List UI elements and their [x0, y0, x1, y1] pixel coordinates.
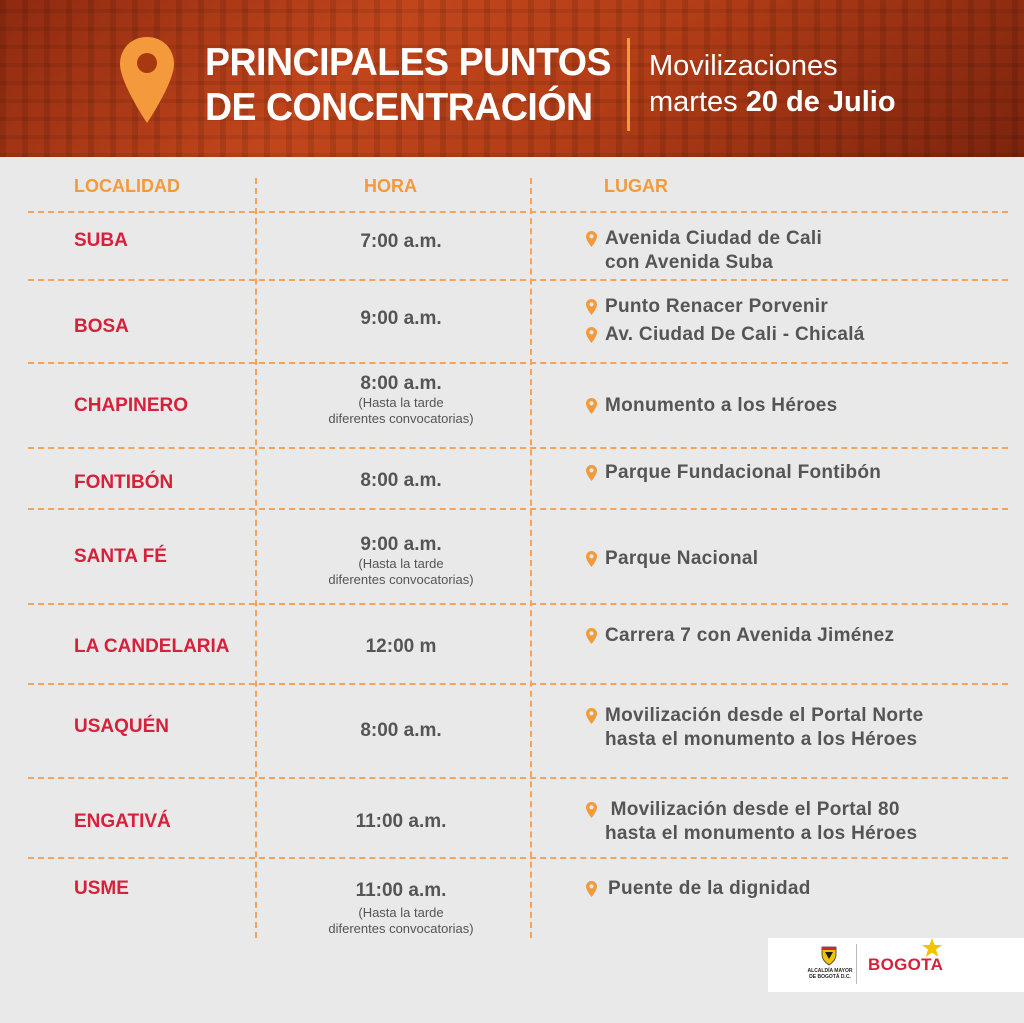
time-cell — [272, 880, 530, 937]
title-line-2: DE CONCENTRACIÓN — [205, 86, 593, 129]
place-item — [586, 295, 865, 319]
place-item — [586, 227, 822, 251]
place-text: Avenida Ciudad de Cali — [605, 228, 823, 249]
location-pin-icon — [586, 551, 597, 567]
star-icon — [921, 938, 943, 958]
place-cell — [586, 227, 822, 275]
location-pin-icon — [586, 465, 597, 481]
column-header-lugar: LUGAR — [604, 176, 668, 196]
title-line-1: PRINCIPALES PUNTOS — [205, 41, 612, 84]
location-pin-icon — [586, 708, 597, 724]
time-cell — [272, 231, 530, 253]
locality-name: BOSA — [74, 316, 129, 337]
locality-name: LA CANDELARIA — [74, 636, 230, 657]
place-text: Puente de la dignidad — [608, 878, 811, 899]
place-text: Movilización desde el Portal Norte — [605, 705, 924, 726]
place-cell — [586, 624, 894, 648]
row-divider — [28, 683, 1008, 685]
location-pin-icon — [586, 299, 597, 315]
time-value: 8:00 a.m. — [360, 720, 442, 741]
place-item — [586, 624, 894, 648]
location-pin-icon — [586, 628, 597, 644]
locality-name: SUBA — [74, 230, 128, 251]
place-cell — [586, 394, 838, 418]
row-divider — [28, 211, 1008, 213]
place-item — [586, 394, 838, 418]
place-item — [586, 547, 758, 571]
column-divider — [530, 178, 532, 938]
column-header-localidad: LOCALIDAD — [74, 176, 180, 196]
place-item — [586, 461, 881, 485]
locality-name: SANTA FÉ — [74, 546, 167, 567]
time-cell — [272, 811, 530, 833]
time-value: 8:00 a.m. — [360, 470, 442, 491]
row-divider — [28, 603, 1008, 605]
subtitle-prefix: martes — [649, 86, 746, 118]
location-pin-icon — [118, 35, 176, 125]
locality-name: CHAPINERO — [74, 395, 189, 416]
column-divider — [255, 178, 257, 938]
place-continuation: con Avenida Suba — [605, 252, 774, 273]
logo-divider — [856, 944, 857, 984]
row-divider — [28, 447, 1008, 449]
place-cell — [586, 461, 881, 485]
locality-name: USME — [74, 878, 129, 899]
place-item — [586, 323, 865, 347]
alcaldia-label — [802, 968, 858, 980]
place-text: Parque Fundacional Fontibón — [605, 462, 882, 483]
row-divider — [28, 777, 1008, 779]
place-text: Parque Nacional — [605, 548, 759, 569]
time-note: diferentes convocatorias) — [328, 411, 474, 426]
location-pin-icon — [586, 327, 597, 343]
locality-name: FONTIBÓN — [74, 472, 174, 493]
place-cell — [586, 295, 865, 347]
time-value: 12:00 m — [365, 636, 437, 657]
subtitle-date: 20 de Julio — [745, 86, 896, 118]
row-divider — [28, 857, 1008, 859]
place-cell — [586, 877, 811, 901]
time-cell — [272, 636, 530, 658]
place-item — [586, 877, 811, 901]
row-divider — [28, 362, 1008, 364]
column-header-hora: HORA — [364, 176, 417, 196]
place-text: Monumento a los Héroes — [605, 395, 838, 416]
time-cell — [272, 470, 530, 492]
place-text: Carrera 7 con Avenida Jiménez — [605, 625, 895, 646]
place-cell — [586, 547, 758, 571]
time-value: 7:00 a.m. — [360, 231, 442, 252]
bogota-logo — [768, 938, 1024, 992]
row-divider — [28, 508, 1008, 510]
place-text: Movilización desde el Portal 80 — [605, 799, 900, 820]
time-cell — [272, 373, 530, 427]
time-value: 11:00 a.m. — [355, 811, 447, 832]
place-text: Av. Ciudad De Cali - Chicalá — [605, 324, 865, 345]
time-note: diferentes convocatorias) — [328, 572, 474, 587]
place-cell — [586, 798, 917, 846]
time-note: (Hasta la tarde — [358, 556, 444, 571]
header-banner — [0, 0, 1024, 157]
bogota-wordmark: BOGOTA — [868, 955, 944, 974]
time-value: 11:00 a.m. — [355, 880, 447, 901]
subtitle — [649, 48, 896, 120]
subtitle-line-1: Movilizaciones — [649, 50, 838, 82]
time-cell — [272, 720, 530, 742]
location-pin-icon — [586, 802, 597, 818]
locality-name: USAQUÉN — [74, 716, 170, 737]
locality-name: ENGATIVÁ — [74, 811, 171, 832]
page-title — [205, 40, 628, 130]
location-pin-icon — [586, 231, 597, 247]
row-divider — [28, 279, 1008, 281]
place-cell — [586, 704, 924, 752]
location-pin-icon — [586, 398, 597, 414]
place-item — [586, 798, 917, 822]
alcaldia-line-1: ALCALDÍA MAYOR — [807, 968, 853, 974]
subtitle-line-2 — [649, 84, 896, 120]
coat-of-arms-icon — [818, 944, 840, 966]
time-cell — [272, 534, 530, 588]
place-text: Punto Renacer Porvenir — [605, 296, 829, 317]
time-note: diferentes convocatorias) — [328, 921, 474, 936]
place-item — [586, 704, 924, 728]
location-pin-icon — [586, 881, 597, 897]
time-value: 8:00 a.m. — [360, 373, 442, 394]
time-value: 9:00 a.m. — [360, 308, 442, 329]
place-continuation: hasta el monumento a los Héroes — [605, 823, 918, 844]
time-cell — [272, 308, 530, 330]
time-value: 9:00 a.m. — [360, 534, 442, 555]
time-note: (Hasta la tarde — [358, 395, 444, 410]
place-continuation: hasta el monumento a los Héroes — [605, 729, 918, 750]
alcaldia-line-2: DE BOGOTÁ D.C. — [809, 974, 851, 980]
time-note: (Hasta la tarde — [358, 905, 444, 920]
header-divider — [627, 38, 630, 131]
